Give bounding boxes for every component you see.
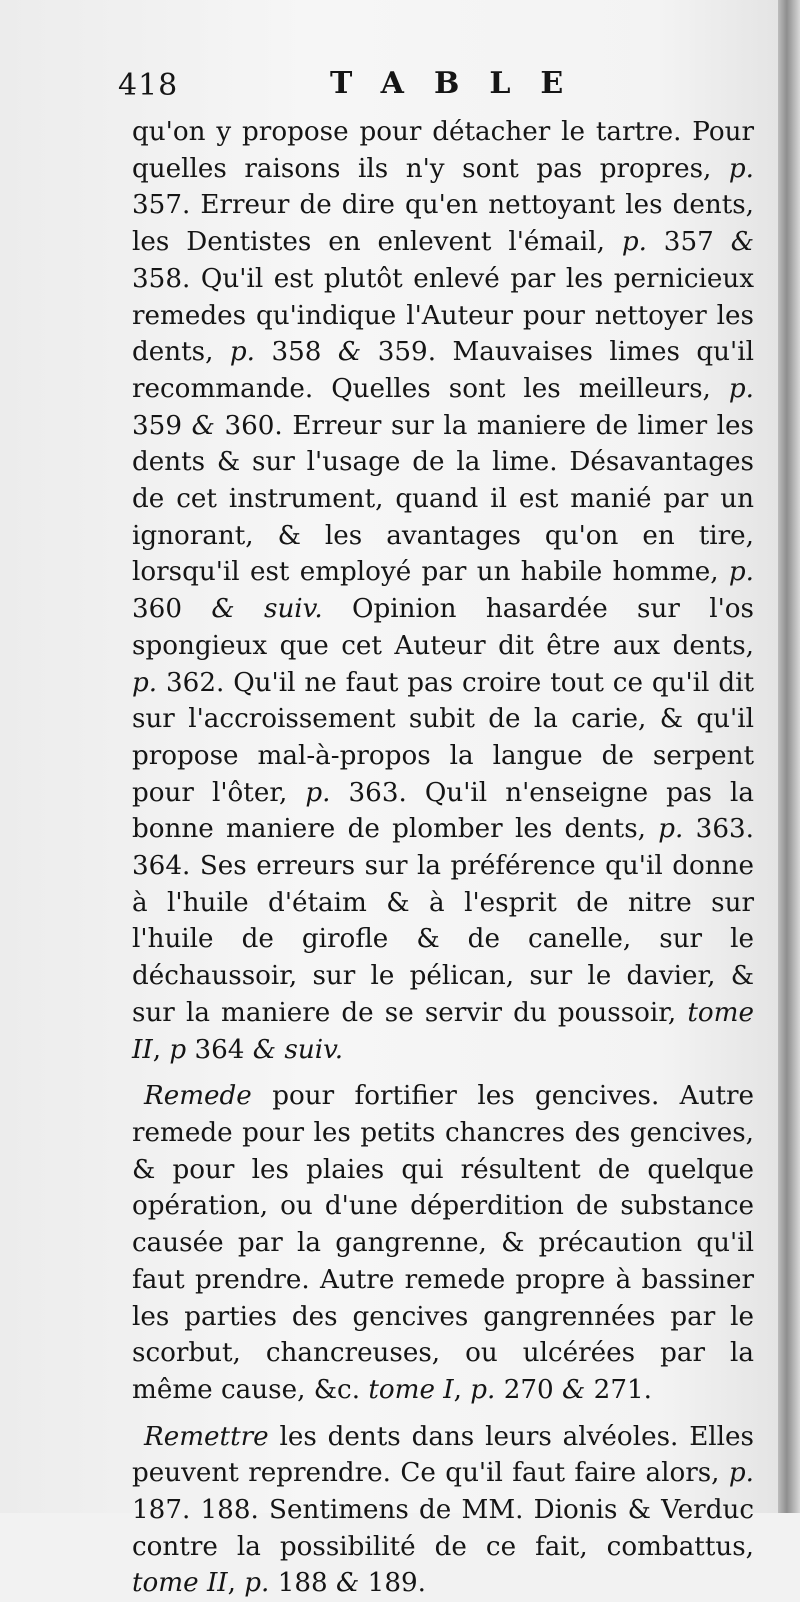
index-entry-remettre	[132, 1419, 754, 1602]
text-run: 189.	[359, 1568, 426, 1599]
text-run: 187. 188. Sentimens de MM. Dionis & Verduc contre la possibilité de ce fait, combattus,	[132, 1495, 754, 1562]
italic-text: p.	[621, 227, 647, 258]
italic-text: Remettre	[144, 1421, 269, 1452]
italic-text: p.	[305, 777, 331, 808]
italic-text: p.	[658, 814, 684, 845]
italic-text: p.	[132, 667, 158, 698]
italic-text: p.	[728, 373, 754, 404]
text-run: 358. Qu'il est plutôt enlevé par les pernicieux remedes qu'indique l'Auteur pour nettoyer les dents,	[132, 263, 754, 368]
text-run: pour fortifier les gencives. Autre remede pour les petits chancres des gencives, & pour les plaies qui résultent de quelque opération, ou d'une déperdition de substance causée par la gangrenne, & précaution qu'il faut prendre. Autre remede propre à bassiner les parties des gencives gangrennées par le scorbut, chancreuses, ou ulcérées par la même cause, &c.	[132, 1081, 754, 1405]
text-run: ,	[227, 1568, 245, 1599]
text-run: ,	[152, 1034, 170, 1065]
italic-text: &	[336, 1568, 360, 1599]
italic-text: &	[730, 227, 754, 258]
italic-text: p.	[728, 557, 754, 588]
text-run: 360	[132, 594, 212, 625]
italic-text: &	[337, 337, 362, 368]
page-number: 418	[118, 68, 179, 103]
italic-text: &	[191, 410, 215, 441]
text-run: les dents dans leurs alvéoles. Elles peuvent reprendre. Ce qu'il faut faire alors,	[132, 1421, 754, 1489]
italic-text: p.	[470, 1374, 496, 1405]
italic-text: tome II	[132, 997, 754, 1065]
italic-text: p.	[728, 1458, 754, 1489]
text-run: 270	[495, 1374, 563, 1405]
text-run: 359	[132, 410, 192, 441]
text-run: 363. 364. Ses erreurs sur la préférence qu'il donne à l'huile d'étaim & à l'esprit de nitre sur l'huile de girofle & de canelle, sur le déchaussoir, sur le pélican, sur le davier, & sur la maniere de se servir du poussoir,	[132, 814, 754, 1028]
text-run: qu'on y propose pour détacher le tartre. Pour quelles raisons ils n'y sont pas propres,	[132, 117, 754, 184]
text-run: Opinion hasardée sur l'os spongieux que cet Auteur dit être aux dents,	[132, 594, 754, 661]
text-run: 362. Qu'il ne faut pas croire tout ce qu'il dit sur l'accroissement subit de la carie, & qu'il propose mal-à-propos la langue de serpent pour l'ôter,	[132, 667, 754, 808]
text-run: 357	[646, 227, 731, 258]
italic-text: tome II	[132, 1568, 228, 1599]
index-text	[132, 114, 754, 1602]
text-run: 357. Erreur de dire qu'en nettoyant les dents, les Dentistes en enlevent l'émail,	[132, 190, 754, 258]
text-run: 364	[186, 1034, 253, 1065]
italic-text: tome I	[368, 1374, 454, 1405]
italic-text: p.	[229, 337, 255, 368]
text-run: 359. Mauvaises limes qu'il recommande. Quelles sont les meilleurs,	[132, 337, 754, 404]
index-paragraph-continuation	[132, 114, 754, 1068]
text-run: 188	[269, 1568, 337, 1599]
italic-text: p.	[728, 153, 754, 184]
italic-text: p.	[244, 1568, 270, 1599]
text-run: 358	[254, 337, 338, 368]
text-run: 271.	[585, 1374, 652, 1405]
italic-text: &	[562, 1374, 586, 1405]
italic-text: p	[169, 1034, 187, 1065]
page-header	[118, 62, 758, 106]
text-run: 363. Qu'il n'enseigne pas la bonne maniere de plomber les dents,	[132, 777, 754, 845]
italic-text: & suiv.	[211, 594, 323, 625]
italic-text: Remede	[144, 1081, 252, 1112]
running-head: TABLE	[330, 66, 594, 101]
page-edge	[778, 0, 800, 1513]
text-run: 360. Erreur sur la maniere de limer les dents & sur l'usage de la lime. Désavantages de cet instrument, quand il est manié par un ignorant, & les avantages qu'on en tire, lorsqu'il est employé par un habile homme,	[132, 410, 754, 588]
text-run: ,	[453, 1374, 471, 1405]
index-entry-remede	[132, 1078, 754, 1408]
italic-text: & suiv.	[252, 1034, 344, 1065]
